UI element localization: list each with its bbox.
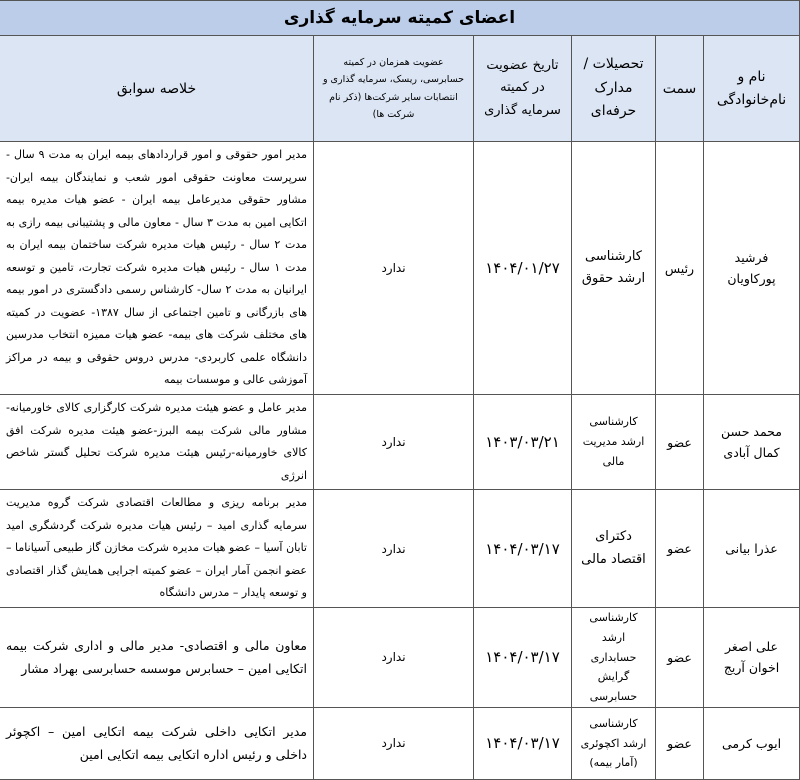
- header-row: [0, 36, 800, 142]
- member-name: ایوب کرمی: [704, 707, 800, 779]
- table-row: [0, 142, 800, 395]
- header-education: تحصیلات / مدارک حرفه‌ای: [572, 36, 656, 142]
- member-education: کارشناسی ارشد مدیریت مالی: [572, 395, 656, 490]
- member-education: کارشناسی ارشد حقوق: [572, 142, 656, 395]
- member-membership: ندارد: [314, 707, 474, 779]
- member-summary: مدیر اتکایی داخلی شرکت بیمه اتکایی امین – اکچوئر داخلی و رئیس اداره اتکایی بیمه اتکایی امین: [0, 707, 314, 779]
- table-row: [0, 490, 800, 608]
- header-date: تاریخ عضویت در کمیته سرمایه گذاری: [474, 36, 572, 142]
- table-row: [0, 395, 800, 490]
- member-date: ۱۴۰۳/۰۳/۲۱: [474, 395, 572, 490]
- member-education: کارشناسی ارشد حسابداری گرایش حسابرسی: [572, 607, 656, 707]
- member-education: دکترای اقتصاد مالی: [572, 490, 656, 608]
- header-summary: خلاصه سوابق: [0, 36, 314, 142]
- member-name: علی اصغر اخوان آریج: [704, 607, 800, 707]
- table-row: [0, 607, 800, 707]
- member-role: عضو: [656, 395, 704, 490]
- header-name: نام و نام‌خانوادگی: [704, 36, 800, 142]
- member-membership: ندارد: [314, 607, 474, 707]
- member-date: ۱۴۰۴/۰۳/۱۷: [474, 490, 572, 608]
- member-role: رئیس: [656, 142, 704, 395]
- member-date: ۱۴۰۴/۰۳/۱۷: [474, 607, 572, 707]
- member-name: فرشید پورکاویان: [704, 142, 800, 395]
- title-row: [0, 1, 800, 36]
- member-role: عضو: [656, 607, 704, 707]
- member-name: محمد حسن کمال آبادی: [704, 395, 800, 490]
- member-role: عضو: [656, 707, 704, 779]
- member-summary: مدیر برنامه ریزی و مطالعات اقتصادی شرکت گروه مدیریت سرمایه گذاری امید – رئیس هیات مدیره شرکت گردشگری امید تابان آسیا – عضو هیات مدیره شرکت مخازن گاز طبیعی آسیاناما – عضو انجمن آمار ایران – عضو کمیته اجرایی همایش گذار اقتصادی و توسعه پایدار – مدرس دانشگاه: [0, 490, 314, 608]
- table-row: [0, 707, 800, 779]
- table-title: اعضای کمیته سرمایه گذاری: [0, 1, 800, 36]
- header-membership: عضویت همزمان در کمیته حسابرسی، ریسک، سرمایه گذاری و انتصابات سایر شرکت‌ها (ذکر نام شرکت ها): [314, 36, 474, 142]
- member-membership: ندارد: [314, 142, 474, 395]
- member-membership: ندارد: [314, 490, 474, 608]
- header-role: سمت: [656, 36, 704, 142]
- member-date: ۱۴۰۴/۰۳/۱۷: [474, 707, 572, 779]
- member-date: ۱۴۰۴/۰۱/۲۷: [474, 142, 572, 395]
- member-role: عضو: [656, 490, 704, 608]
- member-summary: معاون مالی و اقتصادی- مدیر مالی و اداری شرکت بیمه اتکایی امین – حسابرس موسسه حسابرسی بهراد مشار: [0, 607, 314, 707]
- member-name: عذرا بیانی: [704, 490, 800, 608]
- member-summary: مدیر امور حقوقی و امور قراردادهای بیمه ایران به مدت ۹ سال - سرپرست معاونت حقوقی امور شعب و نمایندگان بیمه ایران- مشاور حقوقی مدیرعامل بیمه ایران - عضو هیات مدیره بیمه اتکایی امین به مدت ۳ سال - معاون مالی و پشتیبانی بیمه رازی به مدت ۲ سال - رئیس هیات مدیره شرکت ساختمان بیمه ایران به مدت ۱ سال - رئیس هیات مدیره شرکت تجارت، تامین و توسعه ایرانیان به مدت ۲ سال- کارشناس رسمی دادگستری در امور بیمه های بازرگانی و تامین اجتماعی از سال ۱۳۸۷- عضویت در کمیته های مختلف شرکت های بیمه- عضو هیات ممیزه انتخاب مدرسین دانشگاه علمی کاربردی- مدرس دروس حقوقی و بیمه در مراکز آموزشی عالی و موسسات بیمه: [0, 142, 314, 395]
- member-education: کارشناسی ارشد اکچوئری (آمار بیمه): [572, 707, 656, 779]
- member-membership: ندارد: [314, 395, 474, 490]
- member-summary: مدیر عامل و عضو هیئت مدیره شرکت کارگزاری کالای خاورمیانه- مشاور مالی شرکت بیمه البرز-عضو هیئت مدیره شرکت افق کالای خاورمیانه-رئیس هیئت مدیره شرکت تحلیل گستر شاخص انرژی: [0, 395, 314, 490]
